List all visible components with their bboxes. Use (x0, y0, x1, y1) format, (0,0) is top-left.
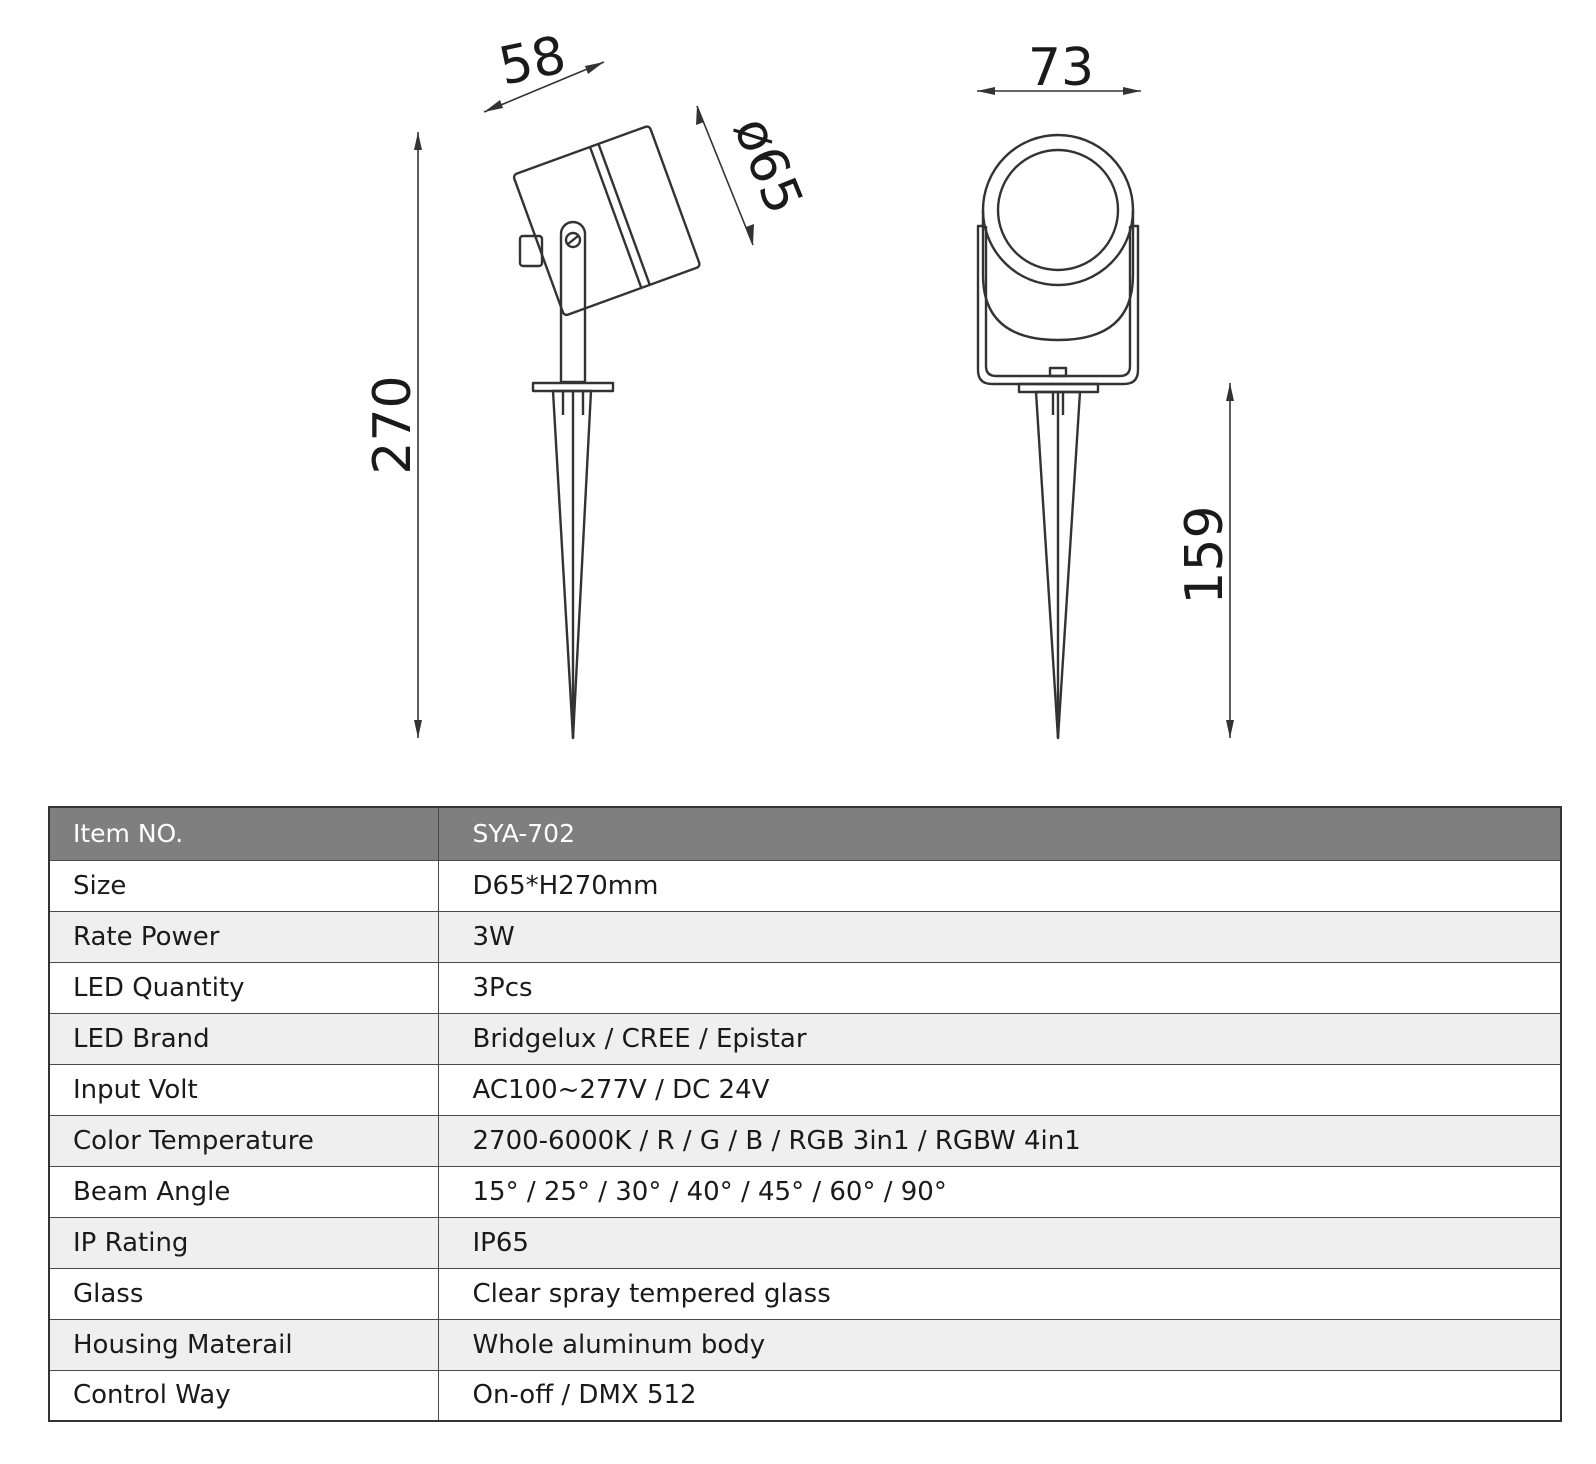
side-view (363, 25, 814, 738)
dim-spike-length (1175, 383, 1235, 738)
spec-label: Input Volt (49, 1064, 438, 1115)
front-view-lamp-body (983, 210, 1133, 340)
front-view-lens (998, 150, 1118, 270)
spec-label: Beam Angle (49, 1166, 438, 1217)
spec-value: IP65 (438, 1217, 1561, 1268)
spec-label: Size (49, 860, 438, 911)
spec-value: 15° / 25° / 30° / 40° / 45° / 60° / 90° (438, 1166, 1561, 1217)
spec-value: AC100~277V / DC 24V (438, 1064, 1561, 1115)
dim-bracket-width-label: 73 (1027, 38, 1095, 98)
spec-row-led-brand (49, 1013, 1561, 1064)
spec-value: Clear spray tempered glass (438, 1268, 1561, 1319)
spec-table (48, 806, 1562, 1422)
spec-row-color-temperature (49, 1115, 1561, 1166)
spec-table-header (49, 807, 1561, 860)
dim-head-diameter (696, 106, 814, 245)
spec-value: On-off / DMX 512 (438, 1370, 1561, 1421)
spec-label: Control Way (49, 1370, 438, 1421)
spec-label: LED Quantity (49, 962, 438, 1013)
spec-row-housing-material (49, 1319, 1561, 1370)
dim-total-height-label: 270 (363, 375, 423, 475)
spec-row-input-volt (49, 1064, 1561, 1115)
spec-value: SYA-702 (438, 807, 1561, 860)
spec-label: Item NO. (49, 807, 438, 860)
spec-row-beam-angle (49, 1166, 1561, 1217)
dim-spike-length-label: 159 (1175, 505, 1235, 605)
side-view-lamp-head (513, 125, 701, 316)
spec-value: 3W (438, 911, 1561, 962)
spec-value: Bridgelux / CREE / Epistar (438, 1013, 1561, 1064)
front-view (977, 38, 1235, 738)
spec-value: D65*H270mm (438, 860, 1561, 911)
spec-label: Color Temperature (49, 1115, 438, 1166)
spec-label: LED Brand (49, 1013, 438, 1064)
spec-label: Housing Materail (49, 1319, 438, 1370)
spec-row-rate-power (49, 911, 1561, 962)
spec-value: 3Pcs (438, 962, 1561, 1013)
side-view-cable-gland (520, 236, 542, 266)
dim-total-height (363, 132, 423, 738)
front-view-u-bracket (978, 226, 1138, 384)
front-view-outer-ring (983, 135, 1133, 285)
spec-value: Whole aluminum body (438, 1319, 1561, 1370)
spec-label: Rate Power (49, 911, 438, 962)
dim-head-length (484, 25, 604, 112)
spec-label: IP Rating (49, 1217, 438, 1268)
dim-head-length-label: 58 (493, 25, 572, 98)
spec-row-glass (49, 1268, 1561, 1319)
spec-value: 2700-6000K / R / G / B / RGB 3in1 / RGBW 4in1 (438, 1115, 1561, 1166)
dim-head-diameter-label: ø65 (721, 108, 814, 223)
spec-row-size (49, 860, 1561, 911)
spec-row-led-quantity (49, 962, 1561, 1013)
spec-row-ip-rating (49, 1217, 1561, 1268)
spec-row-control-way (49, 1370, 1561, 1421)
spec-label: Glass (49, 1268, 438, 1319)
dim-bracket-width (977, 38, 1141, 98)
